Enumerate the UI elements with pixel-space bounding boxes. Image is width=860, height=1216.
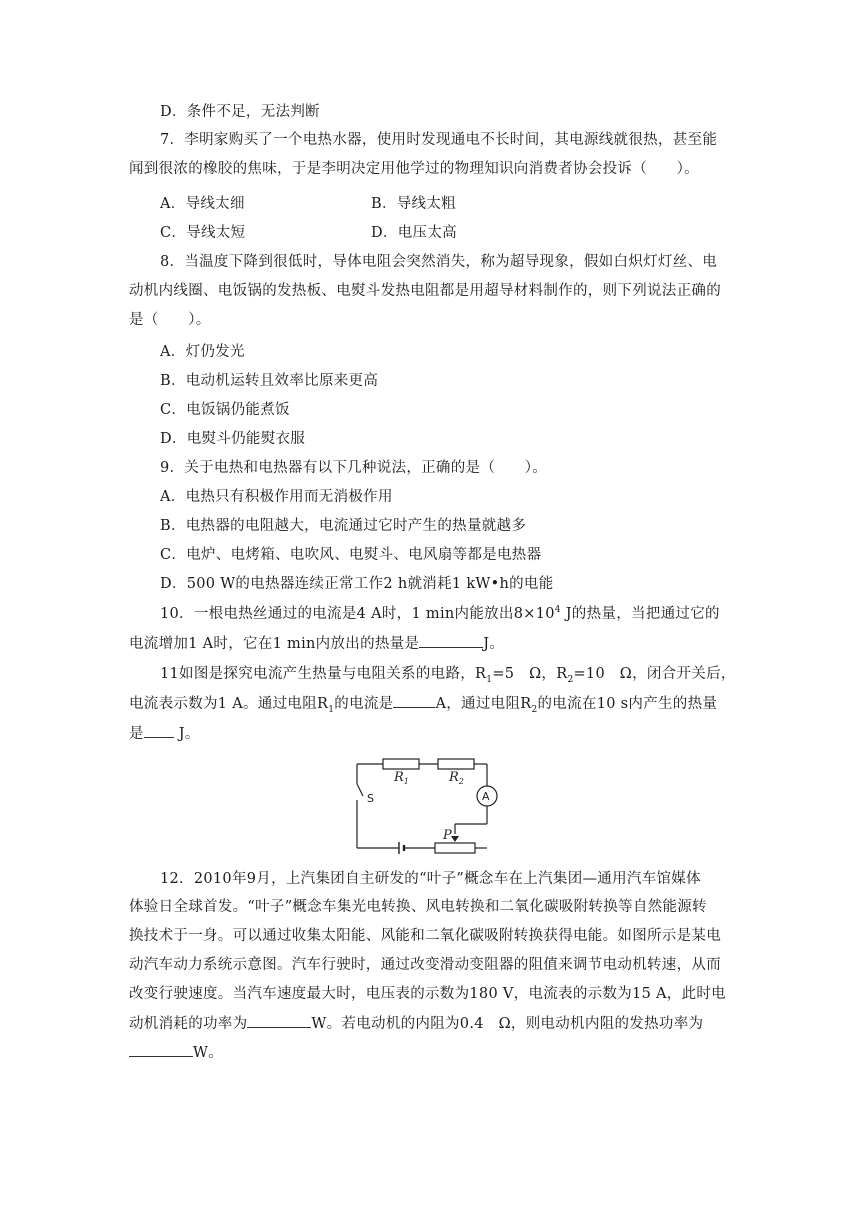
slider-arrow [451, 836, 459, 842]
q12-heat-power-blank[interactable] [129, 1042, 193, 1057]
q9-option-c: C．电炉、电烤箱、电吹风、电熨斗、电风扇等都是电热器 [160, 547, 542, 563]
q12-line-4: 动汽车动力系统示意图。汽车行驶时，通过改变滑动变阻器的阻值来调节电动机转速，从而 [129, 957, 721, 973]
q12-line-7 [129, 1042, 223, 1063]
resistor-r1 [383, 759, 419, 769]
q11-text-h: 是 [129, 726, 144, 742]
slider-label: P [443, 828, 452, 843]
q11-text-a: 11如图是探究电流产生热量与电阻关系的电路，R [160, 666, 487, 682]
q10-text-d: J。 [483, 636, 505, 652]
switch-lever [357, 784, 363, 796]
q11-text-i: J。 [173, 726, 200, 742]
rheostat [435, 843, 475, 853]
q10-text-b: J的热量，当把通过它的 [560, 606, 720, 622]
q8-line-3: 是（ ）。 [129, 312, 211, 328]
q10-text-a: 10．一根电热丝通过的电流是4 A时，1 min内能放出8×10 [160, 606, 555, 622]
q7-option-d: D．电压太高 [371, 225, 457, 241]
q12-line-2: 体验日全球首发。“叶子”概念车集光电转换、风电转换和二氧化碳吸附转换等自然能源转 [129, 899, 707, 915]
q8-option-c: C．电饭锅仍能煮饭 [160, 402, 290, 418]
q11-text-b: =5 Ω，R [492, 666, 568, 682]
q11-sub-4: 2 [531, 704, 538, 715]
ammeter-label: A [482, 790, 490, 803]
q12-text-c: W。 [193, 1045, 224, 1061]
q9-option-d: D．500 W的电热器连续正常工作2 h就消耗1 kW•h的电能 [160, 576, 554, 592]
q9-option-a: A．电热只有积极作用而无消极作用 [160, 489, 393, 505]
q11-text-e: 的电流是 [334, 696, 394, 712]
q10-exponent: 4 [554, 605, 561, 616]
q12-line-3: 换技术于一身。可以通过收集太阳能、风能和二氧化碳吸附转换获得电能。如图所示是某电 [129, 928, 721, 944]
q10-line-1 [160, 604, 720, 624]
q10-answer-blank[interactable] [419, 633, 483, 648]
q7-line-2: 闻到很浓的橡胶的焦味，于是李明决定用他学过的物理知识向消费者协会投诉（ ）。 [129, 161, 699, 177]
q11-sub-3: 1 [328, 704, 335, 715]
q12-text-b: W。若电动机的内阻为0.4 Ω，则电动机内阻的发热功率为 [311, 1016, 704, 1032]
q12-line-5: 改变行驶速度。当汽车速度最大时，电压表的示数为180 V，电流表的示数为15 A，此时电 [129, 986, 726, 1002]
q12-power-blank[interactable] [247, 1013, 311, 1028]
r2-label: $R_2$ [449, 770, 464, 786]
q11-line-1 [160, 664, 736, 684]
q7-option-a: A．导线太细 [160, 196, 245, 212]
q8-line-1: 8．当温度下降到很低时，导体电阻会突然消失，称为超导现象，假如白炽灯灯丝、电 [160, 254, 718, 270]
q11-heat-blank[interactable] [144, 723, 174, 738]
q11-sub-2: 2 [567, 674, 574, 685]
q11-text-f: A，通过电阻R [435, 696, 532, 712]
q12-text-a: 动机消耗的功率为 [129, 1016, 248, 1032]
r1-label: $R_1$ [394, 770, 409, 786]
q9-line-1: 9．关于电热和电热器有以下几种说法，正确的是（ ）。 [160, 460, 548, 476]
q11-line-2 [129, 693, 717, 714]
q8-option-a: A．灯仍发光 [160, 344, 245, 360]
circuit-diagram [343, 754, 513, 854]
q11-text-g: 的电流在10 s内产生的热量 [537, 696, 718, 712]
q7-option-b: B．导线太粗 [371, 196, 456, 212]
q10-text-c: 电流增加1 A时，它在1 min内放出的热量是 [129, 636, 420, 652]
q11-line-3 [129, 723, 200, 744]
q8-option-b: B．电动机运转且效率比原来更高 [160, 373, 379, 389]
q10-line-2 [129, 633, 504, 654]
switch-label: S [367, 792, 374, 805]
q8-option-d: D．电熨斗仍能熨衣服 [160, 431, 306, 447]
q9-option-b: B．电热器的电阻越大，电流通过它时产生的热量就越多 [160, 518, 527, 534]
q11-text-d: 电流表示数为1 A。通过电阻R [129, 696, 329, 712]
q12-line-1: 12．2010年9月，上汽集团自主研发的“叶子”概念车在上汽集团—通用汽车馆媒体 [160, 871, 701, 887]
q11-current-blank[interactable] [393, 693, 435, 708]
q12-line-6 [129, 1013, 703, 1034]
q11-text-c: =10 Ω，闭合开关后， [573, 666, 736, 682]
q7-line-1: 7．李明家购买了一个电热水器，使用时发现通电不长时间，其电源线就很热，甚至能 [160, 132, 718, 148]
q11-sub-1: 1 [486, 674, 493, 685]
q8-line-2: 动机内线圈、电饭锅的发热板、电熨斗发热电阻都是用超导材料制作的，则下列说法正确的 [129, 283, 721, 299]
resistor-r2 [438, 759, 474, 769]
q6-option-d: D．条件不足，无法判断 [160, 104, 320, 120]
q7-option-c: C．导线太短 [160, 225, 246, 241]
